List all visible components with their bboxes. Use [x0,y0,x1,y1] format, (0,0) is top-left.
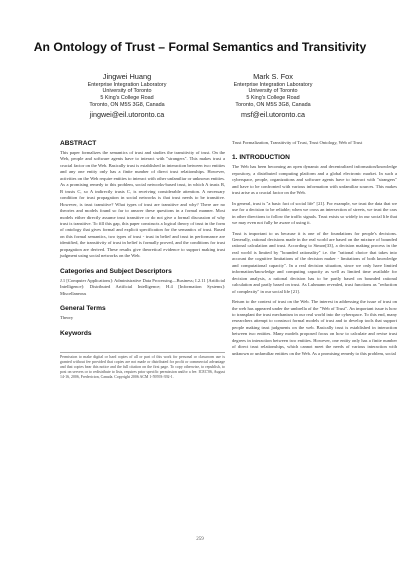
intro-paragraph: Return to the context of trust on the Web. The interest in addressing the issue of trust on the web has appeared under the umbrella of the "Web of Trust". An important issue is how to transplant the trust mechanism in our real world into the cyberspace. To this end, many researchers attempt to construct formal models of trust and to develop tools that support people making trust judgments on the web. Basically trust is established in interaction between two entities. Many models proposed focus on how to calculate and revise trust degrees in interaction between two entities. However, one entity only has a finite number of direct trust relationships, which cannot meet the needs of various interaction with unknown or unfamiliar entities on the Web. As a promising remedy to this problem, social [232,299,397,356]
author-email[interactable]: jingwei@eil.utoronto.ca [89,109,165,119]
author-street: 5 King's College Road [100,95,154,102]
author-university: University of Toronto [248,88,298,95]
introduction-heading: 1. INTRODUCTION [232,154,290,162]
author-name: Mark S. Fox [253,72,293,81]
copyright-notice: Permission to make digital or hard copies of all or part of this work for personal or classroom use is granted without fee provided that copies are not made or distributed for profit or commercial advantage and that copies bear this notice and the full citation on the first page. To copy otherwise, to republish, to post on servers or to redistribute to lists, requires prior specific permission and/or a fee. ICEC'06, August 14-16, 2006, Fredericton, Canada. Copyright 2006 ACM 1-59593-392-1. [60,352,225,381]
abstract-text: This paper formalizes the semantics of trust and studies the transitivity of trust. On the Web, people and software agents have to interact with "strangers". This makes trust a crucial factor on the Web. Basically trust is established in interaction between two entities and any one entity only has a finite number of direct trust relationships. However, activities on the Web require entities to interact with other unfamiliar or unknown entities. As a promising remedy to this problem, social networks-based trust, in which A trusts B, B trusts C, so A indirectly trusts C, is receiving considerable attention. A necessary condition for trust propagation in social networks is that trust needs to be transitive. However, is trust transitive? What types of trust are transitive and why? There are no theories and models found so far to answer these questions in a formal manner. Most models either directly assume trust transitive or do not give a formal discussion of why trust is transitive. To fill this gap, this paper constructs a logical theory of trust in the form of ontology that gives formal and explicit specification for the semantics of trust. Based on this formal semantics, two types of trust - trust in belief and trust in performance are identified, the transitivity of trust in belief is formally proved, and the conditions for trust propagation are derived. These results give theoretical evidence to support making trust judgment using social networks on the Web. [60,150,225,259]
author-org: Enterprise Integration Laboratory [233,81,313,88]
author-card [52,72,202,120]
categories-heading: Categories and Subject Descriptors [60,267,172,275]
author-org: Enterprise Integration Laboratory [87,81,167,88]
author-name: Jingwei Huang [102,72,152,81]
intro-paragraph: The Web has been becoming an open dynamic and decentralized information/knowledge repository, a distributed computing platform and a global electronic market. In such a cyberspace, people, organizations and software agents have to interact with "strangers" and have to be confronted with various information with unfamiliar sources. This makes trust arise as a crucial factor on the Web. [232,164,397,196]
author-email[interactable]: msf@eil.utoronto.ca [240,109,306,119]
author-street: 5 King's College Road [246,95,300,102]
abstract-heading: ABSTRACT [60,140,97,147]
general-terms-heading: General Terms [60,305,106,313]
general-terms-text: Theory [60,315,74,321]
intro-paragraph: In general, trust is "a basic fact of social life" [21]. For example, we trust the data that we use for a decision to be reliable; when we cross an intersection of streets, we trust the cars in other directions to follow the traffic signals. Trust exists so widely in our social life that we may even not fully be aware of using it. [232,200,397,226]
left-column [60,140,225,381]
author-city: Toronto, ON M5S 3G8, Canada [89,101,165,108]
right-column [232,140,397,357]
author-university: University of Toronto [102,88,152,95]
author-city: Toronto, ON M5S 3G8, Canada [235,101,311,108]
paper-title: An Ontology of Trust – Formal Semantics and Transitivity [33,40,367,54]
intro-paragraph: Trust is important to us because it is one of the foundations for people's decisions. Generally, rational decisions made in the real world are based on the mixture of bounded rational calculation and trust. According to Simon[33], a decision making process in the real world is limited by "bounded rationality" i.e. the "rational choice that takes into account the cognitive limitations of the decision maker - limitations of both knowledge and computational capacity". In a real decision situation, since we only have limited information/knowledge and computing capacity as well as limited time available for decision analysis, a rational decision has to be partly based on bounded rational calculation and partly based on trust. As Luhmann revealed, trust functions as "reduction of complexity" in our social life [21]. [232,230,397,294]
categories-text: J.1 [Computer Applications]: Administrative Data Processing—Business; I.2.11 [Artificial Intelligence]: Distributed Artificial Intelligence; H.4 [Information Systems]: Miscellaneous [60,277,225,296]
keywords-text: Trust Formalization, Transitivity of Trust, Trust Ontology, Web of Trust [232,140,363,145]
page-number: 259 [196,537,204,542]
author-card [198,72,348,120]
keywords-heading: Keywords [60,329,92,337]
